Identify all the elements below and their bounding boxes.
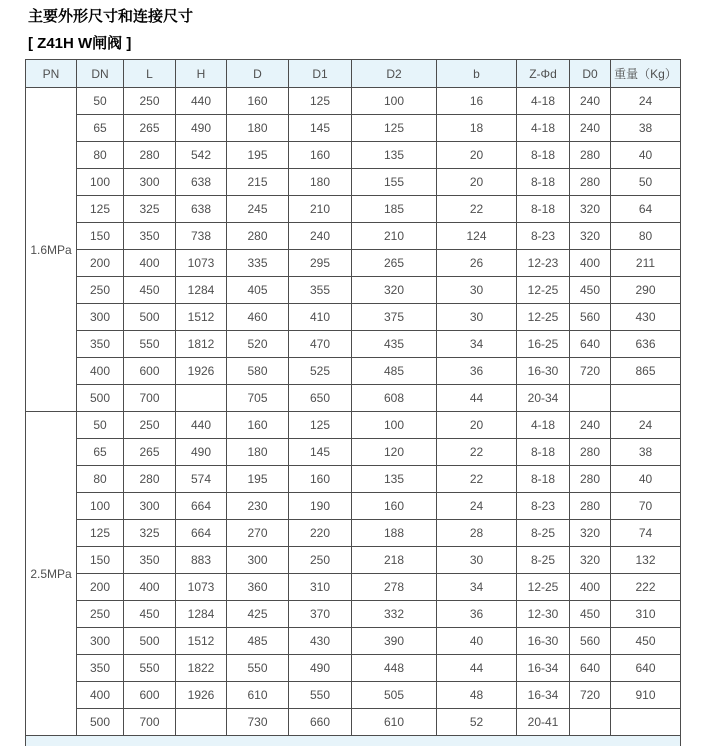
cell-z-phi-d: 8-18 [517, 142, 570, 169]
cell-dn: 350 [77, 655, 124, 682]
cell-d1: 145 [289, 115, 352, 142]
pn-section-cell: 1.6MPa [26, 88, 77, 412]
cell-d1: 160 [289, 142, 352, 169]
cell-d1: 470 [289, 331, 352, 358]
cell-weight-kg: 450 [611, 628, 681, 655]
cell-d2: 125 [352, 115, 437, 142]
cell-l: 600 [124, 682, 176, 709]
cell-d0: 720 [570, 682, 611, 709]
cell-d1: 660 [289, 709, 352, 736]
cell-d: 160 [227, 88, 289, 115]
cell-d: 195 [227, 142, 289, 169]
cell-weight-kg: 40 [611, 142, 681, 169]
cell-l: 300 [124, 169, 176, 196]
cell-weight-kg [611, 709, 681, 736]
cell-h: 542 [176, 142, 227, 169]
table-row [26, 196, 681, 223]
cell-d2: 155 [352, 169, 437, 196]
column-header-pn: PN [26, 60, 77, 88]
cell-dn: 500 [77, 385, 124, 412]
cell-b: 48 [437, 682, 517, 709]
cell-d0: 240 [570, 412, 611, 439]
cell-d: 160 [227, 412, 289, 439]
cell-d0: 560 [570, 628, 611, 655]
cell-z-phi-d: 16-30 [517, 628, 570, 655]
table-row [26, 628, 681, 655]
cell-d: 360 [227, 574, 289, 601]
cell-z-phi-d: 20-34 [517, 385, 570, 412]
cell-d1: 125 [289, 88, 352, 115]
cell-d: 230 [227, 493, 289, 520]
cell-h: 664 [176, 520, 227, 547]
cell-dn: 350 [77, 331, 124, 358]
cell-d1: 125 [289, 412, 352, 439]
cell-h: 440 [176, 412, 227, 439]
cell-d0: 280 [570, 493, 611, 520]
cell-weight-kg: 24 [611, 412, 681, 439]
cell-d0: 640 [570, 331, 611, 358]
cell-dn: 100 [77, 493, 124, 520]
cell-d0: 640 [570, 655, 611, 682]
cell-d0: 240 [570, 88, 611, 115]
cell-z-phi-d: 16-25 [517, 331, 570, 358]
table-row [26, 358, 681, 385]
cell-dn: 80 [77, 142, 124, 169]
cell-l: 265 [124, 115, 176, 142]
cell-weight-kg: 80 [611, 223, 681, 250]
cell-z-phi-d: 16-34 [517, 655, 570, 682]
cell-h: 738 [176, 223, 227, 250]
cell-b: 28 [437, 520, 517, 547]
cell-b: 34 [437, 574, 517, 601]
cell-h: 664 [176, 493, 227, 520]
cell-d2: 135 [352, 466, 437, 493]
cell-d1: 310 [289, 574, 352, 601]
column-header-l: L [124, 60, 176, 88]
cell-weight-kg [611, 385, 681, 412]
cell-l: 450 [124, 277, 176, 304]
cell-d1: 190 [289, 493, 352, 520]
table-row [26, 385, 681, 412]
cell-d1: 210 [289, 196, 352, 223]
cell-weight-kg: 865 [611, 358, 681, 385]
cell-z-phi-d: 4-18 [517, 115, 570, 142]
table-row [26, 304, 681, 331]
table-row [26, 655, 681, 682]
cell-b: 40 [437, 628, 517, 655]
table-row [26, 493, 681, 520]
cell-weight-kg: 636 [611, 331, 681, 358]
cell-h: 1512 [176, 304, 227, 331]
cell-d: 405 [227, 277, 289, 304]
cell-z-phi-d: 4-18 [517, 88, 570, 115]
column-header-weight-kg: 重量（Kg） [611, 60, 681, 88]
cell-h: 1512 [176, 628, 227, 655]
cell-dn: 50 [77, 412, 124, 439]
cell-h: 490 [176, 115, 227, 142]
cell-h [176, 709, 227, 736]
column-header-z-phi-d: Z-Φd [517, 60, 570, 88]
cutoff-next-row-cell [26, 736, 681, 746]
table-row [26, 277, 681, 304]
cell-d2: 188 [352, 520, 437, 547]
cell-z-phi-d: 8-23 [517, 223, 570, 250]
column-header-d2: D2 [352, 60, 437, 88]
column-header-dn: DN [77, 60, 124, 88]
cell-l: 500 [124, 304, 176, 331]
cell-d: 180 [227, 439, 289, 466]
cell-d0: 450 [570, 277, 611, 304]
cell-d2: 135 [352, 142, 437, 169]
cell-d0 [570, 385, 611, 412]
table-row [26, 439, 681, 466]
cell-weight-kg: 640 [611, 655, 681, 682]
cell-h: 1926 [176, 358, 227, 385]
cell-b: 22 [437, 196, 517, 223]
cell-d: 485 [227, 628, 289, 655]
header-row [26, 60, 681, 88]
cell-d: 520 [227, 331, 289, 358]
cell-d2: 100 [352, 88, 437, 115]
cell-h: 1926 [176, 682, 227, 709]
cell-h: 638 [176, 196, 227, 223]
cell-d2: 278 [352, 574, 437, 601]
cell-z-phi-d: 8-18 [517, 466, 570, 493]
cell-b: 44 [437, 655, 517, 682]
cell-weight-kg: 24 [611, 88, 681, 115]
cell-h: 1822 [176, 655, 227, 682]
cell-b: 22 [437, 439, 517, 466]
cell-dn: 400 [77, 358, 124, 385]
cell-weight-kg: 910 [611, 682, 681, 709]
cell-d: 550 [227, 655, 289, 682]
cell-weight-kg: 38 [611, 115, 681, 142]
cell-d1: 220 [289, 520, 352, 547]
cell-weight-kg: 38 [611, 439, 681, 466]
table-row [26, 115, 681, 142]
cell-weight-kg: 310 [611, 601, 681, 628]
pn-section-cell: 2.5MPa [26, 412, 77, 736]
cell-z-phi-d: 12-25 [517, 574, 570, 601]
table-row [26, 169, 681, 196]
cell-d0: 450 [570, 601, 611, 628]
cell-l: 350 [124, 223, 176, 250]
cell-z-phi-d: 12-30 [517, 601, 570, 628]
cell-dn: 300 [77, 628, 124, 655]
cell-d1: 430 [289, 628, 352, 655]
cell-d0: 320 [570, 196, 611, 223]
cell-l: 350 [124, 547, 176, 574]
cell-d2: 608 [352, 385, 437, 412]
cell-dn: 150 [77, 547, 124, 574]
cell-weight-kg: 70 [611, 493, 681, 520]
table-row [26, 250, 681, 277]
cell-d1: 550 [289, 682, 352, 709]
cell-dn: 300 [77, 304, 124, 331]
cell-dn: 80 [77, 466, 124, 493]
cell-d1: 650 [289, 385, 352, 412]
cell-dn: 125 [77, 520, 124, 547]
cell-d1: 295 [289, 250, 352, 277]
cell-d: 195 [227, 466, 289, 493]
table-row [26, 520, 681, 547]
cell-d2: 320 [352, 277, 437, 304]
cell-d2: 505 [352, 682, 437, 709]
cell-weight-kg: 74 [611, 520, 681, 547]
cell-l: 400 [124, 574, 176, 601]
cell-h: 1284 [176, 277, 227, 304]
cell-dn: 200 [77, 250, 124, 277]
cell-weight-kg: 222 [611, 574, 681, 601]
cell-d: 300 [227, 547, 289, 574]
cell-h: 1073 [176, 574, 227, 601]
cell-b: 52 [437, 709, 517, 736]
cell-l: 280 [124, 466, 176, 493]
cell-h: 490 [176, 439, 227, 466]
cell-d0: 320 [570, 520, 611, 547]
cell-l: 250 [124, 88, 176, 115]
cell-d1: 250 [289, 547, 352, 574]
cell-d1: 525 [289, 358, 352, 385]
cell-z-phi-d: 8-18 [517, 169, 570, 196]
cell-h [176, 385, 227, 412]
cell-d0: 240 [570, 115, 611, 142]
cell-dn: 100 [77, 169, 124, 196]
cell-z-phi-d: 4-18 [517, 412, 570, 439]
column-header-d1: D1 [289, 60, 352, 88]
cell-b: 36 [437, 358, 517, 385]
cell-l: 325 [124, 520, 176, 547]
cell-d2: 265 [352, 250, 437, 277]
cell-l: 300 [124, 493, 176, 520]
cell-d0: 400 [570, 250, 611, 277]
cell-b: 26 [437, 250, 517, 277]
cell-b: 30 [437, 304, 517, 331]
cell-l: 265 [124, 439, 176, 466]
cell-d: 705 [227, 385, 289, 412]
table-row [26, 331, 681, 358]
cell-d: 270 [227, 520, 289, 547]
cell-d1: 490 [289, 655, 352, 682]
column-header-h: H [176, 60, 227, 88]
table-row [26, 142, 681, 169]
cell-d: 610 [227, 682, 289, 709]
cell-d: 335 [227, 250, 289, 277]
table-row [26, 223, 681, 250]
cell-d0: 560 [570, 304, 611, 331]
cell-b: 44 [437, 385, 517, 412]
cell-weight-kg: 290 [611, 277, 681, 304]
cell-l: 700 [124, 385, 176, 412]
cell-z-phi-d: 16-30 [517, 358, 570, 385]
table-row [26, 682, 681, 709]
cell-dn: 150 [77, 223, 124, 250]
cell-d1: 370 [289, 601, 352, 628]
column-header-b: b [437, 60, 517, 88]
cell-weight-kg: 64 [611, 196, 681, 223]
cell-b: 30 [437, 547, 517, 574]
cell-d: 580 [227, 358, 289, 385]
cell-l: 250 [124, 412, 176, 439]
cell-d1: 160 [289, 466, 352, 493]
cell-z-phi-d: 8-25 [517, 520, 570, 547]
cell-dn: 200 [77, 574, 124, 601]
cell-d0: 280 [570, 169, 611, 196]
cell-d2: 485 [352, 358, 437, 385]
table-row [26, 547, 681, 574]
table-row [26, 412, 681, 439]
cell-b: 20 [437, 412, 517, 439]
cell-d2: 218 [352, 547, 437, 574]
cell-d2: 375 [352, 304, 437, 331]
cell-dn: 50 [77, 88, 124, 115]
cell-z-phi-d: 8-23 [517, 493, 570, 520]
cell-d2: 210 [352, 223, 437, 250]
cell-d0: 320 [570, 223, 611, 250]
cell-b: 30 [437, 277, 517, 304]
cell-d: 215 [227, 169, 289, 196]
cell-d1: 410 [289, 304, 352, 331]
cell-d: 425 [227, 601, 289, 628]
cell-b: 16 [437, 88, 517, 115]
cell-b: 24 [437, 493, 517, 520]
dimensions-table [25, 59, 681, 746]
cell-d0: 400 [570, 574, 611, 601]
cell-dn: 250 [77, 601, 124, 628]
cell-b: 22 [437, 466, 517, 493]
cell-b: 34 [437, 331, 517, 358]
cell-b: 20 [437, 142, 517, 169]
cell-b: 124 [437, 223, 517, 250]
table-row [26, 709, 681, 736]
product-subtitle: [ Z41H W闸阀 ] [28, 34, 716, 53]
cell-dn: 500 [77, 709, 124, 736]
cell-d: 730 [227, 709, 289, 736]
cell-dn: 65 [77, 439, 124, 466]
cell-h: 440 [176, 88, 227, 115]
cell-z-phi-d: 20-41 [517, 709, 570, 736]
cell-l: 600 [124, 358, 176, 385]
cell-h: 883 [176, 547, 227, 574]
cell-l: 400 [124, 250, 176, 277]
cell-z-phi-d: 8-18 [517, 196, 570, 223]
cell-weight-kg: 132 [611, 547, 681, 574]
cell-dn: 250 [77, 277, 124, 304]
table-row [26, 601, 681, 628]
cell-weight-kg: 50 [611, 169, 681, 196]
cell-b: 20 [437, 169, 517, 196]
cell-b: 18 [437, 115, 517, 142]
cell-d0 [570, 709, 611, 736]
cell-d2: 332 [352, 601, 437, 628]
cell-d0: 280 [570, 142, 611, 169]
page-title: 主要外形尺寸和连接尺寸 [28, 7, 716, 26]
cell-h: 1073 [176, 250, 227, 277]
cell-d2: 120 [352, 439, 437, 466]
cutoff-next-row [26, 736, 681, 746]
cell-d2: 160 [352, 493, 437, 520]
cell-d: 460 [227, 304, 289, 331]
cell-l: 325 [124, 196, 176, 223]
cell-d2: 610 [352, 709, 437, 736]
cell-d: 245 [227, 196, 289, 223]
cell-d1: 180 [289, 169, 352, 196]
cell-weight-kg: 211 [611, 250, 681, 277]
cell-d2: 185 [352, 196, 437, 223]
cell-weight-kg: 40 [611, 466, 681, 493]
column-header-d0: D0 [570, 60, 611, 88]
cell-h: 1284 [176, 601, 227, 628]
cell-d1: 240 [289, 223, 352, 250]
cell-dn: 125 [77, 196, 124, 223]
table-row [26, 88, 681, 115]
table-row [26, 574, 681, 601]
cell-z-phi-d: 16-34 [517, 682, 570, 709]
cell-l: 450 [124, 601, 176, 628]
cell-l: 550 [124, 331, 176, 358]
cell-d0: 720 [570, 358, 611, 385]
cell-z-phi-d: 12-23 [517, 250, 570, 277]
cell-z-phi-d: 8-25 [517, 547, 570, 574]
cell-z-phi-d: 8-18 [517, 439, 570, 466]
cell-dn: 65 [77, 115, 124, 142]
cell-d0: 280 [570, 466, 611, 493]
cell-d0: 320 [570, 547, 611, 574]
cell-l: 700 [124, 709, 176, 736]
cell-h: 1812 [176, 331, 227, 358]
cell-l: 500 [124, 628, 176, 655]
cell-b: 36 [437, 601, 517, 628]
cell-z-phi-d: 12-25 [517, 304, 570, 331]
cell-d: 180 [227, 115, 289, 142]
cell-weight-kg: 430 [611, 304, 681, 331]
cell-h: 638 [176, 169, 227, 196]
cell-h: 574 [176, 466, 227, 493]
cell-l: 280 [124, 142, 176, 169]
column-header-d: D [227, 60, 289, 88]
cell-d0: 280 [570, 439, 611, 466]
cell-d2: 448 [352, 655, 437, 682]
cell-d2: 100 [352, 412, 437, 439]
cell-z-phi-d: 12-25 [517, 277, 570, 304]
cell-d1: 355 [289, 277, 352, 304]
cell-d2: 390 [352, 628, 437, 655]
table-row [26, 466, 681, 493]
cell-l: 550 [124, 655, 176, 682]
cell-dn: 400 [77, 682, 124, 709]
cell-d1: 145 [289, 439, 352, 466]
cell-d2: 435 [352, 331, 437, 358]
cell-d: 280 [227, 223, 289, 250]
